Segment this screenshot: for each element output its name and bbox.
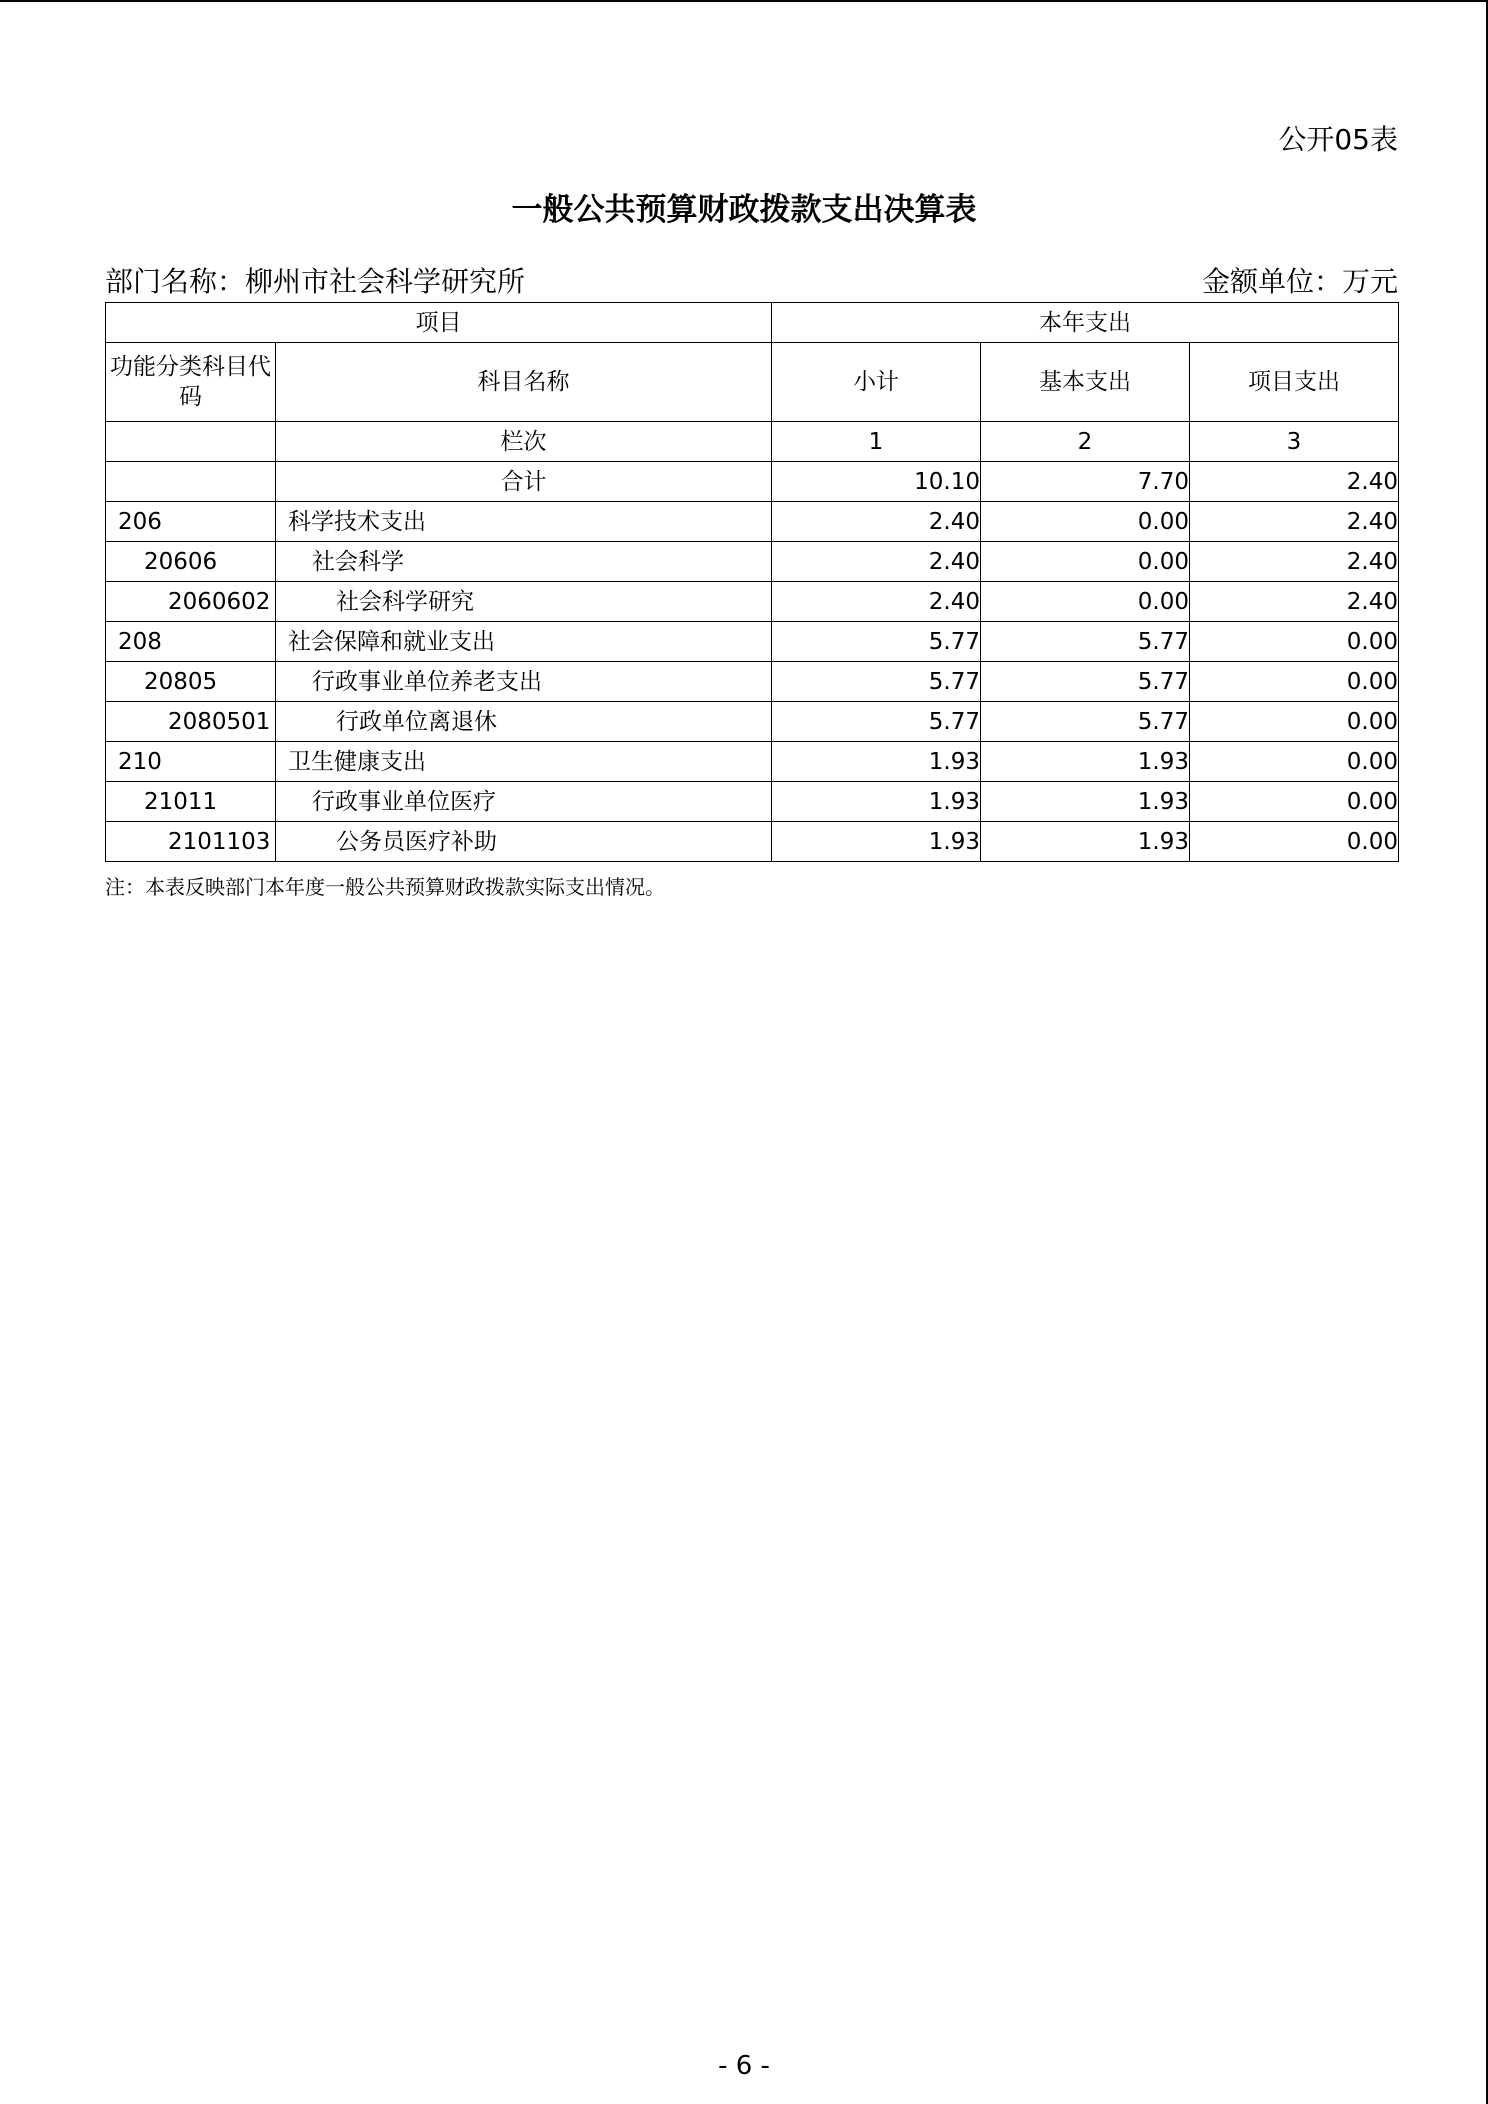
document-title: 一般公共预算财政拨款支出决算表 xyxy=(511,192,977,228)
row-subtotal: 1.93 xyxy=(772,822,981,862)
row-name: 社会保障和就业支出 xyxy=(276,622,772,662)
row-subtotal: 1.93 xyxy=(772,782,981,822)
row-name: 行政事业单位养老支出 xyxy=(276,662,772,702)
row-subtotal: 5.77 xyxy=(772,702,981,742)
column-order-row xyxy=(106,422,1399,462)
table-row xyxy=(106,702,1399,742)
row-code: 2080501 xyxy=(106,702,276,742)
row-code: 20805 xyxy=(106,662,276,702)
row-subtotal: 1.93 xyxy=(772,742,981,782)
row-project: 2.40 xyxy=(1190,502,1399,542)
col-project-header: 项目支出 xyxy=(1190,343,1399,422)
total-project: 2.40 xyxy=(1190,462,1399,502)
form-number: 公开05表 xyxy=(1278,123,1398,156)
col-subtotal-header: 小计 xyxy=(772,343,981,422)
row-subtotal: 5.77 xyxy=(772,662,981,702)
total-subtotal: 10.10 xyxy=(772,462,981,502)
table-row xyxy=(106,622,1399,662)
row-name: 社会科学研究 xyxy=(276,582,772,622)
row-name: 科学技术支出 xyxy=(276,502,772,542)
row-subtotal: 2.40 xyxy=(772,542,981,582)
total-code-cell xyxy=(106,462,276,502)
total-label: 合计 xyxy=(276,462,772,502)
row-project: 0.00 xyxy=(1190,742,1399,782)
order-1: 1 xyxy=(772,422,981,462)
row-name: 卫生健康支出 xyxy=(276,742,772,782)
table-row xyxy=(106,782,1399,822)
row-code: 210 xyxy=(106,742,276,782)
row-code: 21011 xyxy=(106,782,276,822)
row-project: 0.00 xyxy=(1190,662,1399,702)
department-name: 部门名称：柳州市社会科学研究所 xyxy=(105,265,526,298)
row-name: 社会科学 xyxy=(276,542,772,582)
table-row xyxy=(106,742,1399,782)
row-project: 0.00 xyxy=(1190,702,1399,742)
row-basic: 0.00 xyxy=(981,502,1190,542)
row-code: 206 xyxy=(106,502,276,542)
header-current-year: 本年支出 xyxy=(772,303,1399,343)
table-row xyxy=(106,542,1399,582)
row-basic: 5.77 xyxy=(981,662,1190,702)
row-basic: 1.93 xyxy=(981,742,1190,782)
row-project: 0.00 xyxy=(1190,822,1399,862)
row-subtotal: 5.77 xyxy=(772,622,981,662)
row-project: 0.00 xyxy=(1190,782,1399,822)
header-item: 项目 xyxy=(106,303,772,343)
row-basic: 1.93 xyxy=(981,782,1190,822)
amount-unit: 金额单位：万元 xyxy=(1201,265,1398,298)
row-project: 0.00 xyxy=(1190,622,1399,662)
table-row xyxy=(106,582,1399,622)
total-row xyxy=(106,462,1399,502)
row-basic: 0.00 xyxy=(981,582,1190,622)
row-name: 公务员医疗补助 xyxy=(276,822,772,862)
row-basic: 0.00 xyxy=(981,542,1190,582)
table-row xyxy=(106,502,1399,542)
row-name: 行政单位离退休 xyxy=(276,702,772,742)
row-code: 208 xyxy=(106,622,276,662)
table-header-row xyxy=(106,303,1399,343)
page-number: - 6 - xyxy=(718,2051,770,2081)
col-name-header: 科目名称 xyxy=(276,343,772,422)
table-subheader-row xyxy=(106,343,1399,422)
row-code: 20606 xyxy=(106,542,276,582)
row-subtotal: 2.40 xyxy=(772,582,981,622)
order-label: 栏次 xyxy=(276,422,772,462)
page-top-border xyxy=(0,0,1488,2)
total-basic: 7.70 xyxy=(981,462,1190,502)
row-project: 2.40 xyxy=(1190,542,1399,582)
row-basic: 5.77 xyxy=(981,622,1190,662)
row-name: 行政事业单位医疗 xyxy=(276,782,772,822)
expenditure-table xyxy=(105,302,1399,862)
col-basic-header: 基本支出 xyxy=(981,343,1190,422)
row-basic: 1.93 xyxy=(981,822,1190,862)
table-row xyxy=(106,662,1399,702)
order-2: 2 xyxy=(981,422,1190,462)
table-row xyxy=(106,822,1399,862)
order-code-cell xyxy=(106,422,276,462)
col-code-header: 功能分类科目代码 xyxy=(106,343,276,422)
row-code: 2101103 xyxy=(106,822,276,862)
row-project: 2.40 xyxy=(1190,582,1399,622)
row-code: 2060602 xyxy=(106,582,276,622)
row-basic: 5.77 xyxy=(981,702,1190,742)
table-footnote: 注：本表反映部门本年度一般公共预算财政拨款实际支出情况。 xyxy=(105,875,665,899)
order-3: 3 xyxy=(1190,422,1399,462)
row-subtotal: 2.40 xyxy=(772,502,981,542)
